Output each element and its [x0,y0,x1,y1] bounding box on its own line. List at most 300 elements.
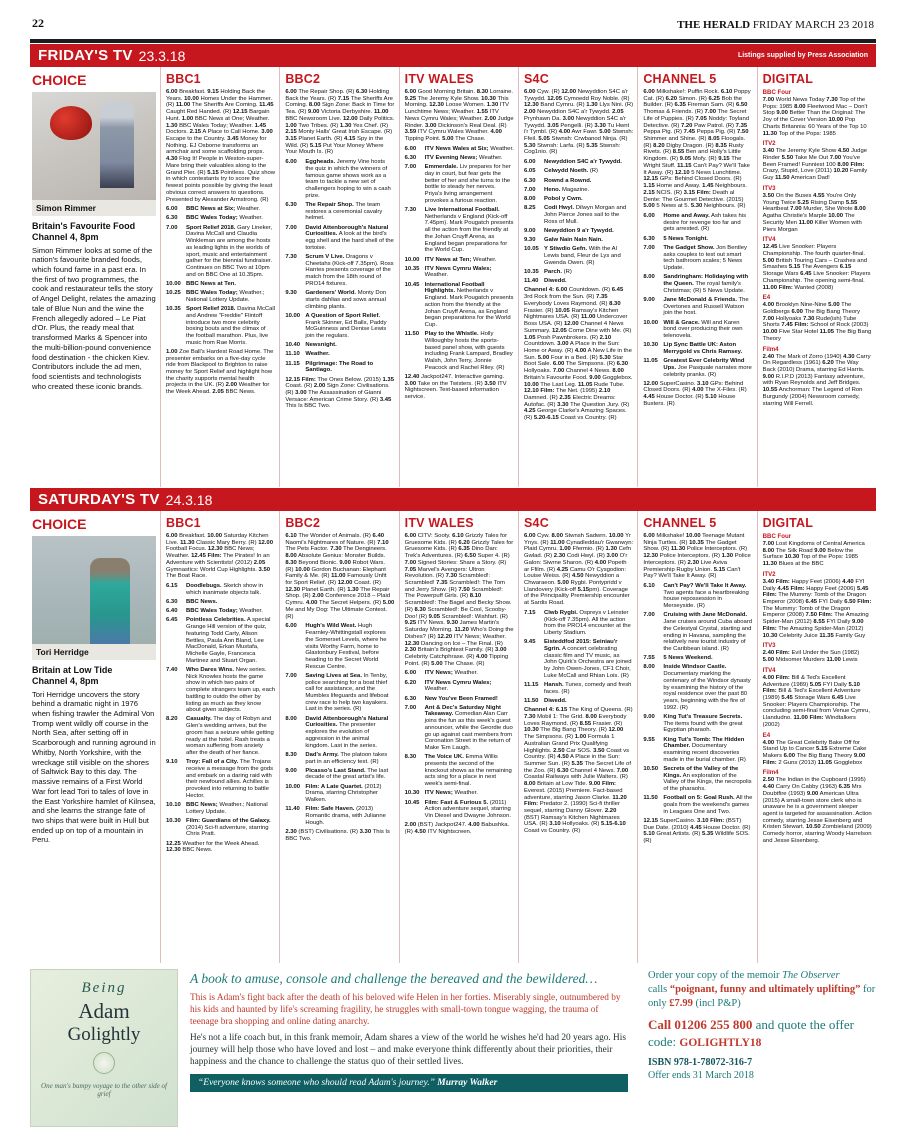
channel-column-channel-5 [637,511,756,963]
choice-photo-tori-herridge [32,536,156,644]
programme-time: 8.00 [285,715,297,722]
programme-title: Gardeners' World. [305,290,357,297]
programme-entry [643,766,752,793]
programme-entry [405,790,514,797]
programme-entry [285,623,394,670]
quote-attribution: Murray Walker [437,1078,498,1089]
listing-paragraph: 3.40 Film: Happy Feet (2006) 4.40 FYI Daily 4.45 Film: Happy Feet (2006) 5.45 Film: The Mummy: Tomb of the Dragon Emperor (2008) 6.45 FYI Daily 6.50 Film: The Mummy: Tomb of the Dragon Emperor (2008) 7.50 Film: The Amazing Spider-Man (2012) 8.55 FYI Daily 9.00 Film: The Amazing Spider-Man (2012) 10.30 Celebrity Juice 11.35 Family Guy [762,578,872,639]
programme-time: 7.00 [643,244,655,251]
programme-entry [643,655,752,662]
choice-heading: CHOICE [32,516,87,532]
programme-time: 7.30 [404,207,417,213]
choice-photo-simon-rimmer [32,92,156,200]
programme-entry [166,599,275,606]
programme-entry [405,680,514,693]
channel-column-s4c [518,511,637,963]
programme-time: 9.00 [524,227,536,234]
programme-time: 6.00 [404,670,417,677]
programme-time: 6.00 [643,212,655,219]
programme-time: 11.10 [285,351,300,358]
programme-entry [405,282,514,329]
programme-description: Holly Willoughby hosts the sports-based panel show, with guests including Frank Lampard, Bradley Walsh, John Terry, Jonnie Peacock and Rachel Riley. (R) [424,331,513,371]
programme-description: Weather.; National Lottery Update. [186,290,265,303]
programme-time: 6.40 [166,608,178,615]
saturday-banner [30,488,876,511]
programme-description: The royal family's Christmas; (R) 5 News Update. [663,280,745,294]
channel-column-bbc2 [279,511,398,963]
programme-description: Weather.; National Lottery Update. [186,802,268,815]
programme-description: Sketch show in which inanimate objects talk. [186,583,263,596]
programme-time: 10.45 [404,799,420,806]
programme-title: Emmerdale. [424,164,459,171]
programme-description: Monty Don starts dahlias and sows annual climbing plants. [305,290,387,310]
listing-paragraph: 2.00 (BST) Jackpot247. 4.00 Babushka. (R) 4.50 ITV Nightscreen. [404,822,510,835]
programme-time: 7.00 [166,224,178,231]
friday-choice-column [30,67,160,487]
programme-time: 10.30 [643,342,659,349]
programme-title: Weather. [305,351,330,358]
listing-paragraph: 4.00 Brooklyn Nine-Nine 5.00 The Goldbergs 6.00 The Big Bang Theory 7.00 Hollyoaks 7.30 Rude(ish) Tube Shorts 7.45 Film: School of Rock (2003) 10.00 Five Star Hotel 11.05 The Big Bang Theory [762,302,872,342]
channel-name: CHANNEL 5 [643,516,717,530]
isbn: ISBN 978-1-78072-316-7 [648,1056,753,1068]
programme-title: Ant & Dec's Saturday Night Takeaway. [424,704,502,718]
programme-title: Film: Guardians of the Galaxy. [186,818,271,825]
programme-title: Cruising with Jane McDonald. [663,612,748,619]
listing-paragraph: 6.00 The Repair Shop. (R) 6.30 Holding Back the Years. (R) 7.15 The Sheriffs Are Coming. 8.00 Sign Zone: Back in Time for Tea. (R) 9.00 Victoria Derbyshire. 11.00 BBC Newsroom Live. 12.00 Daily Politics. 1.00 Two Tribes. (R) 1.30 Yes Chef. (R) 2.15 Monty Halls' Great Irish Escape. (R) 3.15 Planet Earth. (R) 4.15 Spy in the Wild. (R) 5.15 Put Your Money Where Your Mouth Is. (R) [285,89,395,156]
programme-time: 10.25 [166,290,181,297]
listing-paragraph: 6.00 Good Morning Britain. 8.30 Lorraine. 9.25 The Jeremy Kyle Show. 10.30 This Morning. 12.30 Loose Women. 1.30 ITV Lunchtime News; Weather. 1.55 ITV News Cymru Wales; Weather. 2.00 Judge Rinder. 3.00 Dickinson's Real Deal. (R) 3.59 ITV Cymru Wales Weather. 4.00 Tipping Point. 5.00 The Chase. [404,89,514,143]
programme-time: 6.10 [643,583,655,590]
listings-credit: Listings supplied by Press Association [737,52,868,59]
programme-time: 10.35 [166,306,181,313]
programme-time: 8.20 [166,716,178,723]
channel-name: S4C [524,516,549,530]
programme-time: 6.30 [285,202,297,208]
programme-title: The Gadget Show. [663,244,715,251]
offer-code: GOLIGHTLY18 [679,1036,762,1049]
programme-title: David Attenborough's Natural Curiosities. [305,224,389,238]
programme-description: The Overtones and Russell Watson join the host. [663,296,749,317]
listing-paragraph: 7.00 World News Today 7.30 Top of the Pops: 1985 8.00 Fleetwood Mac – Don't Stop 9.00 Better Than the Original: The Joy of the Cover Version 10.00 Pop Charts Britannia: 60 Years of the Top 10 11.30 Top of the Pops: 1985 [762,97,868,137]
programme-title: Pointless Celebrities. [186,617,246,624]
programme-title: Saving Lives at Sea. [305,672,362,679]
friday-banner-title: FRIDAY'S TV [38,47,133,64]
programme-description: Documentary marking the centenary of the Windsor dynasty by examining the history of the royal residence over the past 80 years, beginning with the fire of 1992. (R) [663,671,751,711]
programme-description: Ospreys v Leinster (Kick-off 7.35pm). All the action from the PRO14 encounter at the Liberty Stadium. [544,609,631,637]
programme-description: (2011) Action adventure sequel, starring Vin Diesel and Dwayne Johnson. [424,799,511,820]
programme-entry [166,716,275,756]
programme-time: 8.30 [404,754,417,761]
channel-name: DIGITAL [762,72,814,86]
saturday-listings [30,511,876,963]
advert-endorsement-quote [190,1074,628,1092]
programme-time: 11.50 [404,331,420,338]
programme-title: ITV News at Ten; [424,256,472,263]
programme-entry [166,206,275,213]
choice-photo-caption: Simon Rimmer [32,200,156,216]
programme-title: Pilgrimage: The Road to Santiago. [305,360,374,374]
programme-entry [405,146,514,153]
programme-title: BBC Wales Today; [186,290,238,297]
programme-entry [166,225,275,279]
programme-entry [524,187,633,194]
programme-entry [524,178,633,185]
price: £7.99 [669,997,693,1009]
programme-title: Dad's Army. [305,751,339,758]
choice-description: Tori Herridge uncovers the story behind a dramatic night in 1976 when fishing trawler the Admiral Von Tromp went wildly off course in the North Sea, after setting off in Scarborough and running aground in Whitby, North Yorkshire, with the wreckage still visible on the shores of Saltwick Bay to this day. The massive remains of a First World War fort lead Tori to tales of love in the East Yorkshire hamlet of Kilnsea, and she learns the strange fate of two ships that were built in Hull but ended up on top of a mountain in Peru. [32,689,156,845]
programme-title: Diwedd. [544,698,567,705]
programme-description: Tunes, comedy and fresh faces. (R) [544,682,632,695]
programme-description: The team restores a ceremonial cavalry helmet. [305,202,383,222]
choice-heading: CHOICE [32,72,87,88]
programme-description: An exploration of the Valley of the Kings, the necropolis of the pharaohs. [663,772,752,793]
programme-entry [643,213,752,233]
programme-entry [405,164,514,204]
listing-paragraph: 6.00 Cyw. 8.00 Stwnsh Sadwrn. 10.00 Yr Ynys. (R) 11.00 Cynadleddau'r Gwanwyn: Plaid Cymru. 1.00 Ffermio. (R) 1.30 Cefn Gwlad. (R) 2.30 Codi Hwyl. (R) 3.00 O'r Galon: Siwrne Sharon. (R) 4.00 Popeth ar Ffilm. (R) 4.25 Camu O'r Cysgodion: Louise Weiss. (R) 4.50 Newyddion a Chwaraeon. 5.00 Rygbi. Pontypridd v Llandovery (Kick-off 5.15pm). Coverage of the Principality Premiership encounter at Sardis Road. [524,533,634,607]
programme-time: 8.30 [285,751,297,758]
programme-title: 5 News Weekend. [663,655,713,662]
programme-description: New series. Nick Knowles hosts the game show in which two pairs of complete strangers team up, each battling to outdo the other by listing as much as they know about given subjects. [186,666,276,714]
programme-time: 9.30 [524,237,536,244]
programme-title: Will & Grace. [663,319,700,326]
channel-name: DIGITAL [762,516,814,530]
programme-time: 7.00 [643,612,655,619]
book-cover-adam: Adam [78,999,130,1023]
programme-entry [524,246,633,266]
programme-description: Ash takes his desire for revenge too far and gets arrested. (R) [663,212,747,233]
friday-banner-date: 23.3.18 [138,47,186,64]
programme-time: 11.05 [643,358,658,365]
programme-title: Y Stiwdio Gefn. [544,246,588,253]
programme-description: (R) [563,269,572,276]
programme-entry [524,278,633,285]
programme-title: BBC News at Six; [186,206,236,213]
digital-subchannel-heading: ITV2 [762,140,776,148]
programme-title: BBC Wales Today; [186,608,238,615]
programme-entry [166,583,275,596]
listing-paragraph: 12.25 Weather for the Week Ahead. 12.30 BBC News. [166,840,260,854]
programme-title: Scrum V Live. [305,254,345,261]
programme-title: Film: A Late Quartet. [305,783,363,790]
listing-paragraph: 12.15 Film: The Ones Below. (2015) 1.35 Coast. (R) 2.00 Sign Zone: Civilisations. (R) 3.00 The Assassination of Gianni Versace: American Crime Story. (R) 3.45 This Is BBC Two. [285,376,394,410]
book-cover-tagline: One man's bumpy voyage to the other side of grief [41,1082,167,1098]
programme-entry [524,698,633,705]
advert-order-panel [640,969,876,1127]
programme-entry [285,806,394,826]
channel-column-s4c [518,67,637,487]
programme-description: Weather. [454,790,478,797]
channel-column-bbc2 [279,67,398,487]
masthead [30,6,876,35]
channel-column-bbc1 [160,67,279,487]
programme-description: The presenter explores the evolution of aggression in the animal kingdom. Last in the series. [305,722,378,749]
programme-description: Frank Skinner, Ed Balls, Paddy McGuinness and Denise Lewis join the regulars. [305,319,387,339]
programme-description: Weather. [239,608,263,615]
programme-title: Film: Fast & Furious 5. [424,799,489,806]
programme-entry [643,342,752,355]
programme-time: 11.50 [643,795,658,802]
programme-title: ITV Evening News; [424,154,478,161]
programme-description: The day of Robyn and Glen's wedding arrives, but the groom has a seizure while getting ready at the hotel. Rash treats a woman suffering from anxiety after the death of her fiance. [186,716,274,757]
programme-entry [643,245,752,272]
programme-entry [405,800,514,820]
listing-paragraph: 2.40 Film: Evil Under the Sun (1982) 5.00 Midsomer Murders 11.00 Lewis [762,650,860,664]
programme-title: Troy: Fall of a City. [186,759,239,766]
programme-time: 6.15 [166,583,178,590]
programme-description: All the goals from the weekend's games in Leagues One and Two. [663,795,753,815]
listing-paragraph: 4.00 The Great Celebrity Bake Off for Stand Up to Cancer 5.15 Extreme Cake Makers 6.00 The Big Bang Theory 9.00 Film: 2 Guns (2013) 11.05 Gogglebox [762,739,867,766]
programme-time: 10.10 [166,802,181,809]
programme-entry [643,583,752,610]
programme-entry [643,795,752,815]
programme-time: 11.15 [285,360,300,367]
programme-description: Gary Lineker, Davina McCall and Claudia Winkleman are among the hosts as leading lights in the worlds of sport, music and entertainment gather for the biennial fundraiser. Continues on BBC Two at 10pm and on BBC One at 10.35pm. [186,224,273,278]
programme-title: Who Dares Wins. [186,666,235,673]
programme-time: 11.15 [524,682,539,689]
listing-paragraph: 2.30 (BST) Civilisations. (R) 3.30 This Is BBC Two. [285,828,390,842]
programme-entry [405,257,514,264]
programme-entry [285,225,394,252]
programme-time: 9.45 [524,639,536,646]
programme-description: A look at the bird's egg shell and the hard shell of the tortoise. [305,231,394,251]
programme-description: The last decade of the great artist's life. [305,767,389,781]
programme-description: Will and Karen bond over producing their own telenovela. [663,319,743,339]
channel-name: ITV WALES [404,72,474,86]
programme-time: 7.40 [166,666,178,673]
programme-time: 7.00 [404,704,417,711]
choice-show-name: Britain's Favourite Food [32,221,136,231]
programme-description: Dilwyn Morgan and John Pierce Jones sail to the Ross of Mull. [544,205,627,225]
programme-title: BBC Wales Today; [186,215,238,222]
review-quote: “poignant, funny and ultimately uplifting” [669,983,861,995]
channel-name: ITV WALES [404,516,474,530]
programme-entry [285,752,394,765]
listing-paragraph: 6.00 CITV: Sooty. 6.10 Grizzly Tales for Gruesome Kids. (R) 6.20 Grizzly Tales for Gruesome Kids. (R) 6.35 Dino Dan: Trek's Adventures. (R) 6.50 Super 4. (R) 7.00 Signed Stories: Share a Story. (R) 7.05 Marvel's Avengers: Ultron Revolution. (R) 7.30 Scrambled!: Scrambled! 7.35 Scrambled!: The Tom and Jerry Show. (R) 7.50 Scrambled!: The Powerpuff Girls. (R) 8.10 Scrambled!: The Bagel and Becky Show. (R) 8.30 Scrambled!: Be Cool, Scooby-Doo! (R) 9.05 Scrambled!: Wishfart. (R) 9.25 ITV News. 9.30 James Martin's Saturday Morning. 11.20 Who's Doing the Dishes? (R) 12.20 ITV News; Weather. 12.30 Dancing on Ice – The Final. (R) 2.30 Britain's Brightest Family. (R) 3.00 Celebrity Catchphrase. (R) 4.00 Tipping Point. (R) 5.00 The Chase. (R) [404,533,514,667]
programme-description: Weather. [490,145,514,152]
choice-description: Simon Rimmer looks at some of the nation's favourite branded foods, which found fame in a past era. In the first of two programmes, the cook and restaurateur tells the story of Angel Delight, relates the amazing tale of Blue Nun and the wine the French allegedly adored – Le Piat d'Or. Plus, the ready meal that transformed Marks & Spencer into the multi-billion-pound convenience food destination - the chicken Kiev. Contributors include the ad men, food scientists and technologists who created these iconic brands. [32,245,156,391]
listing-paragraph: 3.40 The Jeremy Kyle Show 4.50 Judge Rinder 5.50 Take Me Out 7.00 You've Been Framed! Funniest 100 8.00 Film: Crazy, Stupid, Love (2011) 10.20 Family Guy 11.50 American Dad! [762,148,868,182]
programme-entry [285,716,394,750]
programme-entry [643,236,752,243]
programme-entry [166,281,275,288]
programme-description: The items found with the great Egyptian pharaoh. [663,720,743,734]
programme-title: The Repair Shop. [305,202,354,208]
channel-name: BBC1 [166,516,201,530]
programme-description: Weather. [236,206,261,213]
programme-entry [643,612,752,652]
programme-entry [285,254,394,288]
and-quote-text: and quote the [755,1016,826,1032]
friday-listings [30,67,876,487]
programme-description: The Trojans receive a message from the gods and embark on a daring raid with their newfound allies. Achilles is provoked into returning to battle Hector. [186,759,274,799]
digital-subchannel-heading: ITV4 [762,236,776,244]
phone-line [648,1016,876,1051]
digital-subchannel-heading: Film4 [762,769,779,777]
programme-description: Netherlands v England. Mark Pougatch presents action from the friendly at the Johan Cruyff Arena, as England began preparations for the World Cup. [424,288,514,328]
programme-description: Joe Pasquale narrates more celebrity pranks. (R) [663,364,752,378]
programme-title: Live International Football. [424,207,500,213]
programme-description: Liv prepares for her day in court, but fear gets the better of her and she turns to the bottle to steady her nerves. Priya's living arrangement provokes a furious reaction. [424,164,511,204]
programme-title: BBC News. [186,598,218,605]
programme-description: Jeremy Vine hosts the quiz in which the winners of famous game shows work as a team to tackle a new set of challengers hoping to win a cash prize. [305,159,391,199]
programme-description: Magazine. [562,186,590,193]
price-note: (incl P&P) [695,997,741,1009]
listing-paragraph: Channel 4: 6.15 The King of Queens. (R) 7.30 Mobil 1: The Grid. 8.00 Everybody Loves Raymond. (R) 8.55 Frasier. (R) 10.30 The Big Bang Theory. (R) 12.00 The Simpsons. (R) 1.00 Formula 1 Australian Grand Prix Qualifying Highlights. 2.50 Car SOS. 3.50 Coast vs Country. (R) 4.50 A Place in the Sun: Summer Sun. (R) 5.35 The Secret Life of the Zoo. (R) 6.30 Channel 4 News. 7.00 Coastal Railways with Julie Walters. (R) 8.00 Britain at Low Tide. 9.00 Film: Everest. (2015) Premiere. Fact-based adventure, starring Jason Clarke. 11.20 Film: Predator 2. (1990) Sci-fi thriller sequel, starring Danny Glover. 2.20 (BST) Ramsay's Kitchen Nightmares USA. (R) 3.10 Hollyoaks. (R) 5.15-6.10 Coast vs Country. (R) [524,707,633,835]
programme-title: ITV News; [424,790,453,797]
programme-title: Film: Safe Haven. [305,806,355,813]
programme-description: Jane cruises around Cuba aboard the Celestyal Crystal, starting and ending in Havana, sampling the relatively new tourist industry of the Caribbean island. (R) [663,619,753,652]
programme-time: 7.15 [524,609,536,616]
choice-channel-time: Channel 4, 8pm [32,675,99,686]
programme-title: Codi Hwyl. [544,205,575,212]
paper-date: FRIDAY MARCH 23 2018 [752,19,874,31]
order-calls: calls [648,983,668,995]
programme-title: 5 News Tonight. [663,235,709,242]
programme-entry [643,274,752,294]
programme-entry [405,207,514,254]
programme-entry [643,714,752,734]
listing-paragraph: 2.50 The Indian in the Cupboard (1995) 4.40 Carry On Cabby (1963) 6.35 Mrs Doubtfire (1993) 9.00 American Ultra (2015) A small-town store clerk who is unaware he is a government sleeper agent is targeted for assassination. Action comedy, starring Jesse Eisenberg and Kristen Stewart. 10.50 Zombieland (2009) Comedy horror, starring Woody Harrelson and Jesse Eisenberg. [762,777,872,844]
programme-title: Celwydd Noeth. [544,168,589,175]
programme-title: Galw Nain Nain Nain. [544,237,603,244]
programme-description: Weather. [239,215,263,222]
programme-time: 7.00 [524,186,536,193]
programme-description: Comedian Alan Carr joins the fun as this week's guest announcer, while the Geordie duo go up against cast members from Coronation Street in the return of Make 'Em Laugh. [424,711,513,752]
programme-title: ITV News; [424,670,453,677]
advert-headline: A book to amuse, console and challenge the bereaved and the bewildered… [190,971,598,986]
programme-title: A Question of Sport Relief. [305,312,381,319]
programme-title: Secrets of the Valley of the Kings. [663,766,739,779]
programme-title: Eisteddfod 2015: Seiniau'r Sgrin. [544,639,618,652]
programme-time: 9.30 [285,290,297,297]
digital-subchannel-heading: BBC Four [762,533,792,540]
programme-entry [405,266,514,279]
listing-paragraph: 12.00 SuperCasino. 3.10 GPs: Behind Closed Doors. (R) 4.00 The X-Files. (R) 4.45 House Doctor. (R) 5.10 House Busters. (R) [643,380,747,407]
programme-time: 10.35 [404,265,420,272]
programme-time: 6.20 [404,679,417,686]
programme-description: Weather. [479,154,503,161]
programme-time: 8.00 [524,196,536,203]
programme-title: Greatest Ever Celebrity Wind Ups. [663,358,745,371]
programme-time: 10.35 [524,269,539,276]
programme-title: Newyddion S4C a'r Tywydd. [544,159,622,166]
programme-entry [285,290,394,310]
divider-bar [30,39,876,43]
programme-title: Hugh's Wild West. [305,623,357,630]
advert-red-paragraph: This is Adam's fight back after the death of his beloved wife Helen in her forties. Miserably single, outnumbered by his kids and haunted by life's screaming fragility, he struggles with small-town tongue wagging, the trauma of teenage bra shopping and online dating anarchy. [190,993,621,1028]
choice-photo-caption: Tori Herridge [32,644,156,660]
listing-paragraph: 2.40 The Mark of Zorro (1940) 4.30 Carry On Regardless (1961) 6.20 The Way Back (2010) Drama, starring Ed Harris. 9.00 R.I.P.D (2013) Fantasy adventure, with Ryan Reynolds and Jeff Bridges. 10.55 Anchorman: The Legend of Ron Burgundy (2004) Newsroom comedy, starring Will Ferrell. [762,353,871,407]
programme-description: Emma Willis presents the second of the knockout shows as the remaining acts sing for a place in next week's semi-final. [424,754,512,788]
programme-title: Sport Relief 2018. [186,224,236,231]
programme-time: 10.00 [285,783,301,790]
programme-title: Home and Away. [663,212,710,219]
programme-title: Heno. [544,186,561,193]
programme-title: ITV News Cymru Wales; [424,265,492,272]
book-cover-being: Being [81,980,127,996]
for-only-text: for only [648,983,876,1009]
digital-subchannel-heading: BBC Four [762,89,792,96]
programme-title: Picasso's Last Stand. [305,767,366,774]
programme-time: 6.00 [524,159,536,166]
programme-time: 6.30 [166,598,178,605]
programme-entry [166,215,275,222]
programme-description: Weather. [473,256,497,263]
channel-name: BBC1 [166,72,201,86]
programme-entry [166,818,275,838]
programme-time: 10.30 [404,790,420,797]
programme-time: 9.00 [285,767,297,774]
programme-entry [524,168,633,175]
listing-paragraph: 12.40 Jackpot247. Interactive gaming. 3.00 Take on the Twisters. (R) 3.50 ITV Nightscreen. Text-based information service. [404,374,507,401]
saturday-banner-date: 24.3.18 [165,491,213,508]
listing-paragraph: 1.00 Zoe Ball's Hardest Road Home. The presenter embarks on a five-day cycle ride from Blackpool to Brighton to raise money for Sport Relief and highlight how the charity supports mental health projects in the UK. (R) 2.00 Weather for the Week Ahead. 2.05 BBC News. [166,348,274,396]
programme-title: Lip Sync Battle UK: Aston Merrygold vs Chris Ramsey. [663,342,743,355]
programme-title: BBC News at Ten. [186,280,236,287]
programme-title: New You've Been Framed! [424,695,498,702]
choice-channel-time: Channel 4, 8pm [32,231,99,242]
listing-paragraph: 6.00 Milkshake!: Puffin Rock. 6.10 Poppy Cat. (R) 6.20 Simon. (R) 6.25 Bob the Builder. (R) 6.35 Fireman Sam. (R) 6.50 Thomas & Friends. (R) 7.00 The Secret Life of Puppies. (R) 7.05 Noddy: Toyland Detective. (R) 7.20 Paw Patrol. (R) 7.35 Peppa Pig. (R) 7.45 Peppa Pig. (R) 7.50 Shimmer and Shine. (R) 8.05 Floogals. (R) 8.20 Digby Dragon. (R) 8.35 Rusty Rivets. (R) 8.55 Ben and Holly's Little Kingdom. (R) 9.05 Mofy. (R) 9.15 The Wright Stuff. 11.15 Can't Pay? We'll Take It Away. (R) 12.10 5 News Lunchtime. 12.15 GPs: Behind Closed Doors. (R) 1.15 Home and Away. 1.45 Neighbours. 2.15 NCIS. (R) 3.15 Film: Death al Dente: The Gourmet Detective. (2015) 5.00 5 News at 5. 5.30 Neighbours. (R) [643,89,751,210]
programme-description: Documentary examining recent discoveries made in the burial chamber. (R) [663,743,746,763]
programme-time: 9.55 [643,736,655,743]
order-intro: Order your copy of the memoir [648,970,780,981]
programme-description: (R) [589,168,599,175]
programme-title: BBC News; [186,802,218,809]
programme-time: 6.30 [404,154,417,161]
offer-code-label: offer code: [648,1016,854,1049]
programme-title: Casualty. [186,716,212,723]
programme-time: 7.00 [285,224,297,231]
listing-paragraph: 12.45 Live Snooker: Players Championship. The fourth quarter-final. 5.00 British Touring Cars – Crashes and Smashes 5.15 The Avengers 6.15 Storage Wars 6.45 Live Snooker: Players Championship. The opening semi-final. 11.00 Film: Wanted (2008) [762,244,871,291]
programme-title: Hansh. [544,682,564,689]
programme-description: (2014) Sci-fi adventure, starring Chris Pratt. [186,824,269,838]
programme-entry [285,361,394,374]
programme-description: (2012) Drama, starring Christopher Walken. [305,783,382,804]
channel-column-channel-5 [637,67,756,487]
programme-entry [524,610,633,637]
advert-body-paragraph: He's not a life coach but, in this frank memoir, Adam shares a view of the world he wishes he'd had 20 years ago. His journey will help those who have loved and lost – and make everyone think differently about their priorities, their happiness and the chance to challenge the status quo of their settled lives. [190,1033,626,1068]
listing-paragraph: 6.00 Cyw. (R) 12.00 Newyddion S4C a'r Tywydd. 12.05 Cymoedd Roy Noble. (R) 12.30 Band Cymru. (R) 1.30 Llys Nini. (R) 2.00 Newyddion S4C a'r Tywydd. 2.05 Prynhawn Da. 3.00 Newyddion S4C a'r Tywydd. 3.05 Pengelli. (R) 3.30 Tu Hwnt i'r Tymbl. (R) 4.00 Awr Fawr. 5.00 Stwnsh: Ffeil. 5.05 Stwnsh: Crwbanod Ninja. (R) 5.30 Stwnsh: Larfa. (R) 5.35 Stwnsh: Cog1nio. (R) [524,89,634,156]
listing-paragraph: 6.10 The Wonder of Animals. (R) 6.40 Naomi's Nightmares of Nature. (R) 7.10 The Pets Factor. 7.30 The Dengineers. 8.00 Absolute Genius: Monster Builds. 8.30 Beyond Bionic. 9.00 Robot Wars. (R) 10.00 Gordon Buchanan: Elephant Family & Me. (R) 11.00 Famously Unfit for Sport Relief. (R) 12.00 Coast. (R) 12.30 Planet Earth. (R) 1.30 The Repair Shop. (R) 2.00 Conference 2018 – Plaid Cymru. 4.00 The Secret Helpers. (R) 5.00 Me and My Dog: The Ultimate Contest. (R) [285,533,395,620]
programme-entry [524,228,633,235]
programme-entry [643,320,752,340]
programme-time: 10.40 [285,342,301,349]
programme-time: 6.00 [285,159,297,166]
digital-subchannel-heading: Film4 [762,345,779,353]
programme-description: Hugh Fearnley-Whittingstall explores the Somerset Levels, where he visits Worthy Farm, home to Glastonbury Festival, before heading to the Secret World Rescue Centre. [305,623,387,670]
programme-time: 6.00 [166,206,178,213]
programme-entry [524,205,633,225]
programme-time: 11.40 [524,278,539,285]
programme-time: 7.00 [404,164,417,171]
programme-time: 10.00 [643,319,659,326]
programme-time: 9.00 [643,713,655,720]
programme-description: In Tenby, police searching for a boat thief call for assistance, and the Mumbles lifeguards and lifeboat crew race to help two kayakers. Last in the series. (R) [305,672,389,713]
programme-time: 10.30 [166,818,181,825]
programme-title: David Attenborough's Natural Curiosities. [305,715,389,729]
programme-entry [285,202,394,222]
programme-entry [405,331,514,371]
listing-paragraph: 6.00 Milkshake! 10.00 Teenage Mutant Ninja Turtles. (R) 10.35 The Gadget Show. (R) 11.30 Police Interceptors. (R) 12.30 Police Interceptors. (R) 1.30 Police Interceptors. (R) 2.30 Live Aviva Premiership Rugby Union. 5.15 Can't Pay? We'll Take It Away. (R) [643,533,751,580]
programme-time: 6.00 [285,623,297,630]
programme-entry [166,759,275,799]
programme-title: Doodlebugs. [186,583,222,590]
listing-paragraph: 12.15 SuperCasino. 3.10 Film: (BST) Due Date. (2010) 4.45 House Doctor. (R) 5.10 Great Artists. (R) 5.35 Wildlife SOS. (R) [643,818,751,845]
choice-programme-title [32,665,156,687]
programme-title: ITV News Wales at Six; [424,145,489,152]
programme-title: Diwedd. [544,278,567,285]
programme-entry [643,664,752,711]
